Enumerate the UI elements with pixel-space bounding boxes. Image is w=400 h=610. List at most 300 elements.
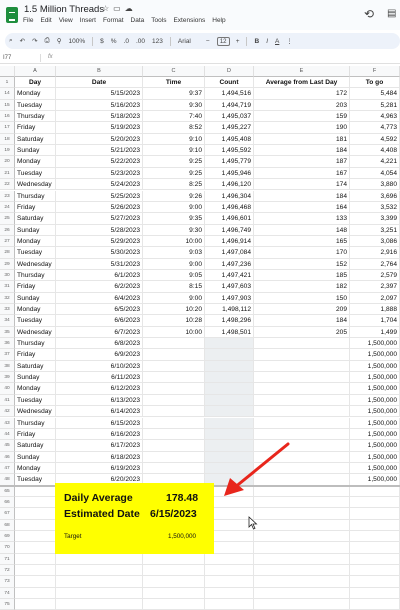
table-cell[interactable]: 5/18/2023: [56, 111, 143, 122]
column-header-e[interactable]: E: [254, 66, 350, 77]
comments-icon[interactable]: ▤: [387, 8, 397, 19]
table-cell[interactable]: [143, 429, 205, 440]
empty-cell[interactable]: [205, 554, 254, 565]
table-cell[interactable]: 1,500,000: [350, 406, 400, 417]
empty-cell[interactable]: [143, 576, 205, 587]
table-cell[interactable]: 1,495,946: [205, 168, 254, 179]
table-cell[interactable]: 6/17/2023: [56, 440, 143, 451]
row-number[interactable]: 29: [0, 259, 15, 270]
table-cell[interactable]: [205, 383, 254, 394]
header-cell[interactable]: Day: [15, 77, 56, 88]
row-number[interactable]: 24: [0, 202, 15, 213]
empty-cell[interactable]: [350, 508, 400, 519]
empty-cell[interactable]: [143, 565, 205, 576]
empty-cell[interactable]: [254, 576, 350, 587]
table-cell[interactable]: [254, 338, 350, 349]
column-header-f[interactable]: F: [350, 66, 400, 77]
row-number[interactable]: 69: [0, 531, 15, 542]
empty-cell[interactable]: [56, 576, 143, 587]
table-cell[interactable]: Tuesday: [15, 100, 56, 111]
row-number[interactable]: 30: [0, 270, 15, 281]
table-cell[interactable]: 1,496,120: [205, 179, 254, 190]
row-number[interactable]: 25: [0, 213, 15, 224]
row-number[interactable]: 75: [0, 599, 15, 610]
empty-cell[interactable]: [15, 497, 56, 508]
empty-cell[interactable]: [350, 520, 400, 531]
table-cell[interactable]: 184: [254, 145, 350, 156]
document-title[interactable]: 1.5 Million Threads: [24, 4, 105, 15]
empty-cell[interactable]: [56, 588, 143, 599]
table-cell[interactable]: [143, 395, 205, 406]
empty-cell[interactable]: [205, 588, 254, 599]
table-cell[interactable]: Saturday: [15, 213, 56, 224]
table-cell[interactable]: 9:30: [143, 100, 205, 111]
table-cell[interactable]: 4,221: [350, 156, 400, 167]
name-box[interactable]: I77: [3, 55, 12, 61]
table-cell[interactable]: Sunday: [15, 452, 56, 463]
table-cell[interactable]: [205, 372, 254, 383]
table-cell[interactable]: Wednesday: [15, 179, 56, 190]
empty-cell[interactable]: [15, 599, 56, 610]
table-cell[interactable]: 1,500,000: [350, 440, 400, 451]
table-cell[interactable]: [143, 452, 205, 463]
column-header-d[interactable]: D: [205, 66, 254, 77]
decrease-decimal-button[interactable]: .0: [123, 37, 129, 45]
table-cell[interactable]: Thursday: [15, 111, 56, 122]
row-number[interactable]: 26: [0, 225, 15, 236]
table-cell[interactable]: [254, 395, 350, 406]
row-number[interactable]: 40: [0, 383, 15, 394]
row-number[interactable]: 14: [0, 88, 15, 99]
table-cell[interactable]: Tuesday: [15, 247, 56, 258]
row-number[interactable]: 34: [0, 315, 15, 326]
menu-item-insert[interactable]: Insert: [79, 17, 96, 24]
table-cell[interactable]: 1,500,000: [350, 429, 400, 440]
table-cell[interactable]: 1,495,592: [205, 145, 254, 156]
table-cell[interactable]: [143, 349, 205, 360]
empty-cell[interactable]: [15, 576, 56, 587]
table-cell[interactable]: Tuesday: [15, 168, 56, 179]
table-cell[interactable]: [143, 418, 205, 429]
increase-decimal-button[interactable]: .00: [135, 37, 146, 45]
table-cell[interactable]: [205, 349, 254, 360]
table-cell[interactable]: 1,498,112: [205, 304, 254, 315]
font-select[interactable]: Arial: [177, 37, 191, 45]
table-cell[interactable]: Tuesday: [15, 315, 56, 326]
table-cell[interactable]: [254, 406, 350, 417]
table-cell[interactable]: 5/24/2023: [56, 179, 143, 190]
row-number[interactable]: 45: [0, 440, 15, 451]
table-cell[interactable]: 4,054: [350, 168, 400, 179]
menu-item-file[interactable]: File: [23, 17, 34, 24]
table-cell[interactable]: 9:26: [143, 191, 205, 202]
menu-item-data[interactable]: Data: [130, 17, 145, 24]
column-header-a[interactable]: A: [15, 66, 56, 77]
number-format-button[interactable]: 123: [152, 37, 163, 45]
table-cell[interactable]: 9:10: [143, 134, 205, 145]
empty-cell[interactable]: [143, 588, 205, 599]
table-cell[interactable]: 1,496,749: [205, 225, 254, 236]
table-cell[interactable]: 6/5/2023: [56, 304, 143, 315]
table-cell[interactable]: [254, 372, 350, 383]
empty-cell[interactable]: [15, 565, 56, 576]
table-cell[interactable]: 5/16/2023: [56, 100, 143, 111]
table-cell[interactable]: 167: [254, 168, 350, 179]
table-cell[interactable]: [143, 338, 205, 349]
row-number[interactable]: 35: [0, 327, 15, 338]
empty-cell[interactable]: [205, 576, 254, 587]
cloud-status-icon[interactable]: ☁: [124, 4, 137, 13]
table-cell[interactable]: 2,764: [350, 259, 400, 270]
zoom-select[interactable]: 100%: [68, 37, 86, 45]
header-cell[interactable]: Date: [56, 77, 143, 88]
table-cell[interactable]: Thursday: [15, 418, 56, 429]
percent-format-button[interactable]: %: [110, 37, 117, 45]
empty-cell[interactable]: [350, 497, 400, 508]
empty-cell[interactable]: [254, 542, 350, 553]
row-number[interactable]: 68: [0, 520, 15, 531]
empty-cell[interactable]: [350, 576, 400, 587]
table-cell[interactable]: 1,497,603: [205, 281, 254, 292]
header-cell[interactable]: Average from Last Day: [254, 77, 350, 88]
table-cell[interactable]: 7:40: [143, 111, 205, 122]
italic-button[interactable]: I: [266, 37, 268, 45]
row-number[interactable]: 33: [0, 304, 15, 315]
table-cell[interactable]: Sunday: [15, 225, 56, 236]
column-header-c[interactable]: C: [143, 66, 205, 77]
table-cell[interactable]: Sunday: [15, 372, 56, 383]
select-all-corner[interactable]: [0, 66, 15, 77]
table-cell[interactable]: Tuesday: [15, 395, 56, 406]
table-cell[interactable]: 9:10: [143, 145, 205, 156]
table-cell[interactable]: 6/1/2023: [56, 270, 143, 281]
table-cell[interactable]: 5/20/2023: [56, 134, 143, 145]
row-number[interactable]: 72: [0, 565, 15, 576]
table-cell[interactable]: 1,500,000: [350, 338, 400, 349]
table-cell[interactable]: 5/30/2023: [56, 247, 143, 258]
table-cell[interactable]: 5/28/2023: [56, 225, 143, 236]
table-cell[interactable]: 1,494,516: [205, 88, 254, 99]
table-cell[interactable]: 6/4/2023: [56, 293, 143, 304]
table-cell[interactable]: 6/15/2023: [56, 418, 143, 429]
table-cell[interactable]: 1,500,000: [350, 395, 400, 406]
table-cell[interactable]: 4,592: [350, 134, 400, 145]
table-cell[interactable]: 9:03: [143, 247, 205, 258]
table-cell[interactable]: 5/15/2023: [56, 88, 143, 99]
daily-average-label[interactable]: Daily Average: [64, 492, 133, 504]
table-cell[interactable]: [254, 349, 350, 360]
menu-item-extensions[interactable]: Extensions: [173, 17, 206, 24]
table-cell[interactable]: 184: [254, 315, 350, 326]
font-size-increase-button[interactable]: +: [235, 37, 240, 45]
empty-cell[interactable]: [56, 599, 143, 610]
table-cell[interactable]: 5/31/2023: [56, 259, 143, 270]
table-cell[interactable]: [143, 463, 205, 474]
empty-cell[interactable]: [15, 588, 56, 599]
row-number[interactable]: 27: [0, 236, 15, 247]
table-cell[interactable]: 5/21/2023: [56, 145, 143, 156]
table-cell[interactable]: [205, 395, 254, 406]
empty-cell[interactable]: [15, 531, 56, 542]
target-value[interactable]: 1,500,000: [168, 533, 197, 540]
table-cell[interactable]: Monday: [15, 383, 56, 394]
row-number[interactable]: 1: [0, 77, 15, 88]
table-cell[interactable]: 1,496,304: [205, 191, 254, 202]
table-cell[interactable]: 3,880: [350, 179, 400, 190]
table-cell[interactable]: 1,500,000: [350, 361, 400, 372]
table-cell[interactable]: Sunday: [15, 293, 56, 304]
empty-cell[interactable]: [350, 588, 400, 599]
table-cell[interactable]: 2,916: [350, 247, 400, 258]
table-cell[interactable]: 9:25: [143, 156, 205, 167]
table-cell[interactable]: [143, 406, 205, 417]
menu-item-edit[interactable]: Edit: [40, 17, 52, 24]
header-cell[interactable]: Count: [205, 77, 254, 88]
empty-cell[interactable]: [350, 599, 400, 610]
table-cell[interactable]: 1,888: [350, 304, 400, 315]
row-number[interactable]: 39: [0, 372, 15, 383]
header-cell[interactable]: To go: [350, 77, 400, 88]
table-cell[interactable]: [205, 418, 254, 429]
table-cell[interactable]: 1,498,296: [205, 315, 254, 326]
menu-item-format[interactable]: Format: [102, 17, 124, 24]
table-cell[interactable]: Thursday: [15, 270, 56, 281]
row-number[interactable]: 41: [0, 395, 15, 406]
table-cell[interactable]: 10:28: [143, 315, 205, 326]
table-cell[interactable]: 5/26/2023: [56, 202, 143, 213]
table-cell[interactable]: 148: [254, 225, 350, 236]
star-icon[interactable]: ☆: [102, 4, 114, 13]
empty-cell[interactable]: [350, 486, 400, 497]
table-cell[interactable]: 1,495,408: [205, 134, 254, 145]
table-cell[interactable]: 5/27/2023: [56, 213, 143, 224]
font-size-decrease-button[interactable]: −: [205, 37, 210, 45]
table-cell[interactable]: 1,497,421: [205, 270, 254, 281]
table-cell[interactable]: 9:35: [143, 213, 205, 224]
table-cell[interactable]: 1,500,000: [350, 474, 400, 485]
row-number[interactable]: 23: [0, 191, 15, 202]
table-cell[interactable]: Monday: [15, 156, 56, 167]
table-cell[interactable]: 203: [254, 100, 350, 111]
redo-icon[interactable]: ↷: [32, 38, 38, 45]
row-number[interactable]: 16: [0, 111, 15, 122]
row-number[interactable]: 66: [0, 497, 15, 508]
table-cell[interactable]: 164: [254, 202, 350, 213]
row-number[interactable]: 43: [0, 418, 15, 429]
table-cell[interactable]: 6/19/2023: [56, 463, 143, 474]
table-cell[interactable]: 6/10/2023: [56, 361, 143, 372]
table-cell[interactable]: Sunday: [15, 145, 56, 156]
table-cell[interactable]: 6/14/2023: [56, 406, 143, 417]
table-cell[interactable]: 6/12/2023: [56, 383, 143, 394]
table-cell[interactable]: Friday: [15, 429, 56, 440]
table-cell[interactable]: 1,500,000: [350, 418, 400, 429]
search-menus-icon[interactable]: ⌕: [9, 37, 13, 44]
table-cell[interactable]: Saturday: [15, 361, 56, 372]
row-number[interactable]: 18: [0, 134, 15, 145]
header-cell[interactable]: Time: [143, 77, 205, 88]
more-options-icon[interactable]: ⋮: [286, 38, 293, 45]
empty-cell[interactable]: [15, 508, 56, 519]
row-number[interactable]: 48: [0, 474, 15, 485]
empty-cell[interactable]: [254, 588, 350, 599]
table-cell[interactable]: 2,579: [350, 270, 400, 281]
table-cell[interactable]: 4,773: [350, 122, 400, 133]
table-cell[interactable]: 6/13/2023: [56, 395, 143, 406]
table-cell[interactable]: 5,484: [350, 88, 400, 99]
table-cell[interactable]: 159: [254, 111, 350, 122]
daily-average-value[interactable]: 178.48: [166, 492, 199, 504]
paint-format-icon[interactable]: ⚲: [56, 38, 62, 45]
table-cell[interactable]: Saturday: [15, 134, 56, 145]
table-cell[interactable]: 9:00: [143, 259, 205, 270]
table-cell[interactable]: 1,499: [350, 327, 400, 338]
table-cell[interactable]: Tuesday: [15, 474, 56, 485]
table-cell[interactable]: 1,500,000: [350, 452, 400, 463]
table-cell[interactable]: 6/18/2023: [56, 452, 143, 463]
table-cell[interactable]: 1,498,501: [205, 327, 254, 338]
currency-format-button[interactable]: $: [100, 37, 104, 45]
table-cell[interactable]: 1,496,601: [205, 213, 254, 224]
table-cell[interactable]: [143, 383, 205, 394]
table-cell[interactable]: 5/25/2023: [56, 191, 143, 202]
table-cell[interactable]: Monday: [15, 304, 56, 315]
version-history-icon[interactable]: ⟲: [364, 7, 375, 21]
row-number[interactable]: 31: [0, 281, 15, 292]
table-cell[interactable]: [143, 372, 205, 383]
table-cell[interactable]: 5/19/2023: [56, 122, 143, 133]
row-number[interactable]: 19: [0, 145, 15, 156]
table-cell[interactable]: 6/20/2023: [56, 474, 143, 485]
table-cell[interactable]: 1,500,000: [350, 383, 400, 394]
table-cell[interactable]: [205, 406, 254, 417]
bold-button[interactable]: B: [254, 37, 260, 45]
empty-cell[interactable]: [143, 599, 205, 610]
empty-cell[interactable]: [350, 542, 400, 553]
table-cell[interactable]: 3,399: [350, 213, 400, 224]
menu-item-view[interactable]: View: [58, 17, 73, 24]
table-cell[interactable]: 9:00: [143, 202, 205, 213]
table-cell[interactable]: 150: [254, 293, 350, 304]
table-cell[interactable]: 8:52: [143, 122, 205, 133]
undo-icon[interactable]: ↶: [19, 38, 26, 45]
row-number[interactable]: 67: [0, 508, 15, 519]
empty-cell[interactable]: [350, 554, 400, 565]
table-cell[interactable]: 1,497,084: [205, 247, 254, 258]
row-number[interactable]: 71: [0, 554, 15, 565]
table-cell[interactable]: 5/23/2023: [56, 168, 143, 179]
estimated-date-label[interactable]: Estimated Date: [64, 508, 140, 520]
table-cell[interactable]: [254, 361, 350, 372]
column-header-b[interactable]: B: [56, 66, 143, 77]
empty-cell[interactable]: [15, 554, 56, 565]
row-number[interactable]: 38: [0, 361, 15, 372]
target-label[interactable]: Target: [64, 533, 82, 540]
row-number[interactable]: 42: [0, 406, 15, 417]
table-cell[interactable]: 170: [254, 247, 350, 258]
table-cell[interactable]: 184: [254, 191, 350, 202]
row-number[interactable]: 22: [0, 179, 15, 190]
table-cell[interactable]: 1,495,779: [205, 156, 254, 167]
row-number[interactable]: 37: [0, 349, 15, 360]
table-cell[interactable]: 172: [254, 88, 350, 99]
table-cell[interactable]: Saturday: [15, 440, 56, 451]
empty-cell[interactable]: [15, 486, 56, 497]
table-cell[interactable]: 9:37: [143, 88, 205, 99]
empty-cell[interactable]: [254, 531, 350, 542]
table-cell[interactable]: 1,500,000: [350, 349, 400, 360]
table-cell[interactable]: 185: [254, 270, 350, 281]
table-cell[interactable]: [254, 429, 350, 440]
table-cell[interactable]: [205, 361, 254, 372]
table-cell[interactable]: Monday: [15, 236, 56, 247]
empty-cell[interactable]: [350, 531, 400, 542]
empty-cell[interactable]: [254, 520, 350, 531]
table-cell[interactable]: [254, 383, 350, 394]
table-cell[interactable]: 10:20: [143, 304, 205, 315]
table-cell[interactable]: Wednesday: [15, 259, 56, 270]
row-number[interactable]: 65: [0, 486, 15, 497]
print-icon[interactable]: ⎙: [44, 37, 50, 44]
row-number[interactable]: 32: [0, 293, 15, 304]
table-cell[interactable]: 5/22/2023: [56, 156, 143, 167]
table-cell[interactable]: 2,097: [350, 293, 400, 304]
menu-item-tools[interactable]: Tools: [151, 17, 167, 24]
table-cell[interactable]: 3,532: [350, 202, 400, 213]
table-cell[interactable]: 10:00: [143, 236, 205, 247]
table-cell[interactable]: 1,500,000: [350, 372, 400, 383]
table-cell[interactable]: 1,496,468: [205, 202, 254, 213]
table-cell[interactable]: 6/2/2023: [56, 281, 143, 292]
table-cell[interactable]: Friday: [15, 349, 56, 360]
row-number[interactable]: 46: [0, 452, 15, 463]
estimated-date-value[interactable]: 6/15/2023: [150, 508, 197, 520]
table-cell[interactable]: 6/16/2023: [56, 429, 143, 440]
table-cell[interactable]: 9:05: [143, 270, 205, 281]
menu-item-help[interactable]: Help: [212, 17, 226, 24]
table-cell[interactable]: 6/6/2023: [56, 315, 143, 326]
table-cell[interactable]: 10:00: [143, 327, 205, 338]
table-cell[interactable]: 182: [254, 281, 350, 292]
table-cell[interactable]: 205: [254, 327, 350, 338]
table-cell[interactable]: 1,495,227: [205, 122, 254, 133]
empty-cell[interactable]: [56, 554, 143, 565]
empty-cell[interactable]: [205, 565, 254, 576]
empty-cell[interactable]: [143, 554, 205, 565]
table-cell[interactable]: 3,086: [350, 236, 400, 247]
table-cell[interactable]: 165: [254, 236, 350, 247]
table-cell[interactable]: 6/9/2023: [56, 349, 143, 360]
table-cell[interactable]: 6/11/2023: [56, 372, 143, 383]
sheets-logo-icon[interactable]: [6, 7, 18, 23]
table-cell[interactable]: 8:25: [143, 179, 205, 190]
row-number[interactable]: 20: [0, 156, 15, 167]
table-cell[interactable]: Thursday: [15, 191, 56, 202]
table-cell[interactable]: 1,495,037: [205, 111, 254, 122]
table-cell[interactable]: 1,494,719: [205, 100, 254, 111]
table-cell[interactable]: 4,408: [350, 145, 400, 156]
table-cell[interactable]: 181: [254, 134, 350, 145]
table-cell[interactable]: 9:30: [143, 225, 205, 236]
table-cell[interactable]: 187: [254, 156, 350, 167]
table-cell[interactable]: [205, 338, 254, 349]
table-cell[interactable]: 152: [254, 259, 350, 270]
table-cell[interactable]: 5,281: [350, 100, 400, 111]
row-number[interactable]: 44: [0, 429, 15, 440]
move-folder-icon[interactable]: ▭: [113, 4, 125, 13]
empty-cell[interactable]: [15, 520, 56, 531]
table-cell[interactable]: 1,500,000: [350, 463, 400, 474]
